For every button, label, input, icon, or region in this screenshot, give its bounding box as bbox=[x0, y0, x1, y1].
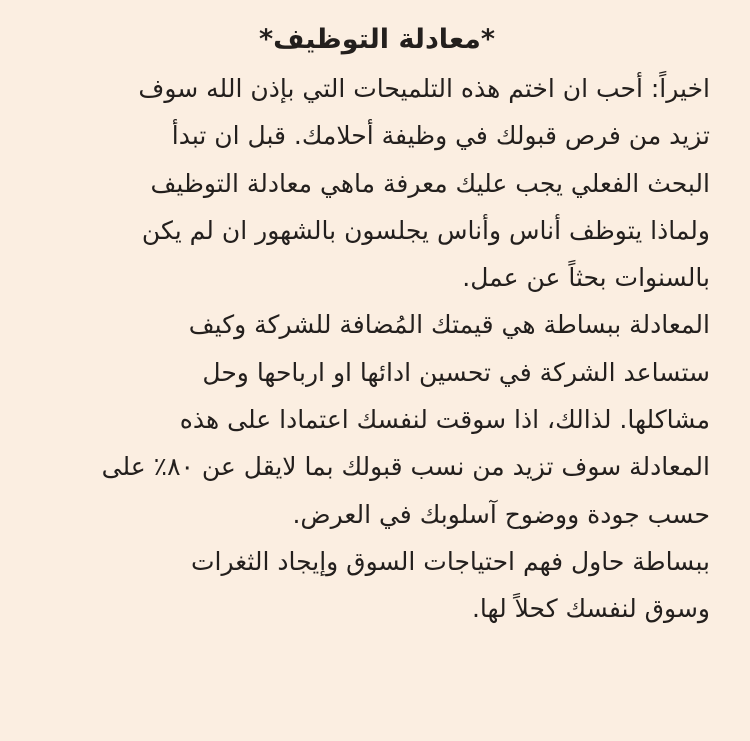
text-line: بالسنوات بحثاً عن عمل. bbox=[462, 263, 710, 293]
text-line: وسوق لنفسك كحلاً لها. bbox=[471, 594, 710, 624]
text-line: اخيراً: أحب ان اختم هذه التلميحات التي بإذن الله سوف bbox=[138, 74, 710, 103]
text-line: مشاكلها. لذالك، اذا سوقت لنفسك اعتمادا على هذه bbox=[179, 405, 710, 435]
document-title: *معادلة التوظيف* bbox=[258, 24, 496, 55]
document-body bbox=[44, 65, 710, 633]
text-line: ببساطة حاول فهم احتياجات السوق وإيجاد الثغرات bbox=[190, 546, 710, 576]
text-line: البحث الفعلي يجب عليك معرفة ماهي معادلة التوظيف bbox=[150, 168, 710, 198]
text-line: ولماذا يتوظف أناس وأناس يجلسون بالشهور ان لم يكن bbox=[141, 215, 710, 245]
text-line: تزيد من فرص قبولك في وظيفة أحلامك. قبل ان تبدأ bbox=[171, 121, 710, 151]
text-line: ستساعد الشركة في تحسين ادائها او ارباحها وحل bbox=[202, 357, 710, 387]
text-line: المعادلة ببساطة هي قيمتك المُضافة للشركة وكيف bbox=[188, 310, 710, 340]
text-line: حسب جودة ووضوح آسلوبك في العرض. bbox=[292, 499, 710, 529]
text-line: المعادلة سوف تزيد من نسب قبولك بما لايقل عن ٨٠٪ على bbox=[101, 452, 710, 482]
